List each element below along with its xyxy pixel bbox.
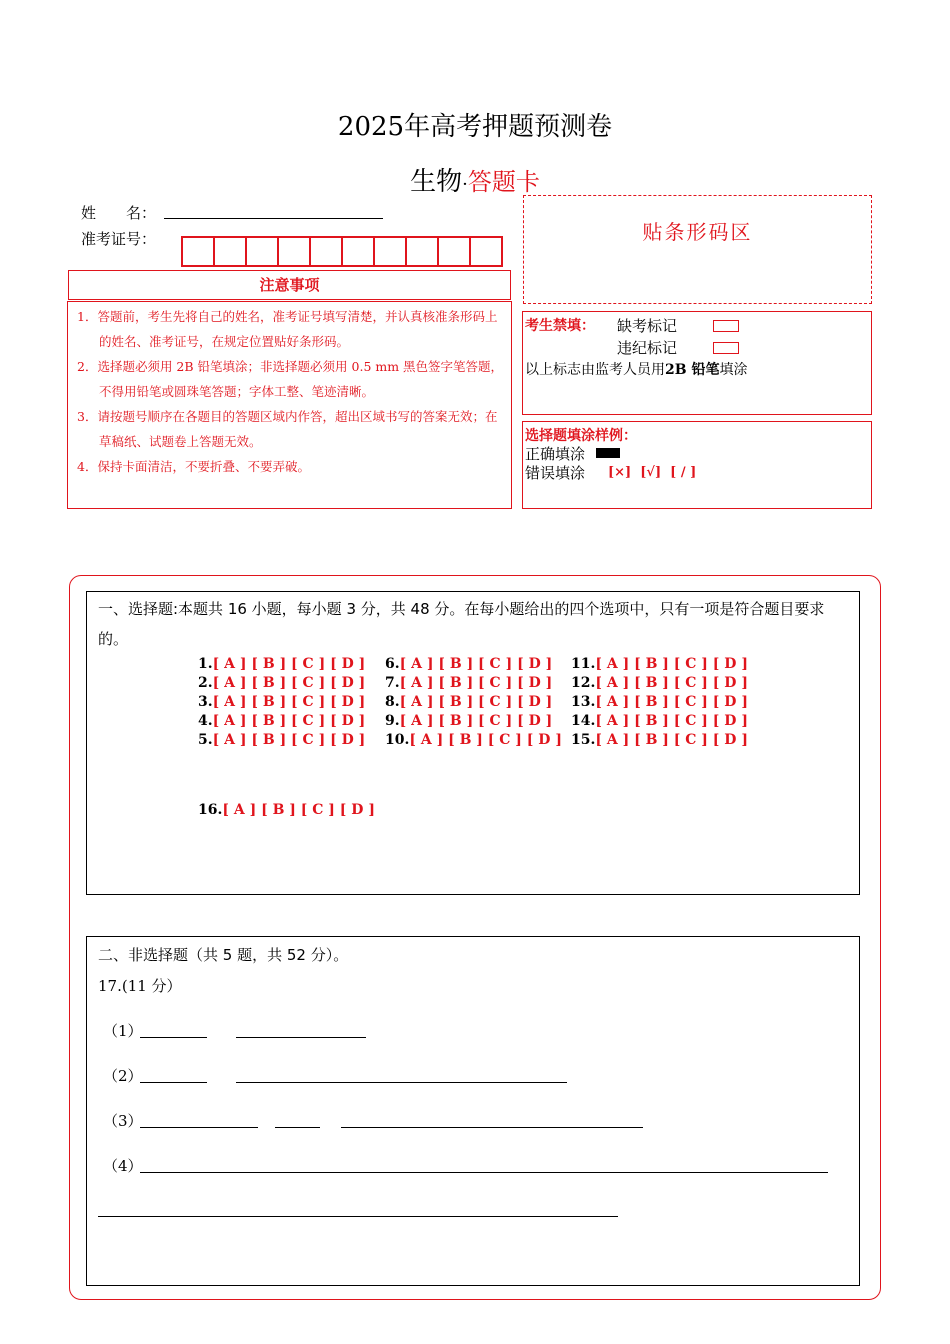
mc-question bbox=[385, 694, 552, 710]
mc-answer-options[interactable]: [ A ] [ B ] [ C ] [ D ] bbox=[399, 694, 553, 710]
correct-fill-sample bbox=[596, 448, 620, 458]
id-digit-box[interactable] bbox=[407, 238, 439, 265]
mc-question-number: 15. bbox=[571, 732, 596, 748]
proctor-mark-box bbox=[522, 311, 872, 415]
q17-part-3-blank-b[interactable] bbox=[275, 1127, 320, 1128]
mc-question bbox=[198, 675, 365, 691]
id-digit-box[interactable] bbox=[215, 238, 247, 265]
id-digit-box[interactable] bbox=[247, 238, 279, 265]
mc-question-number: 8. bbox=[385, 694, 400, 710]
q17-part-2-blank-a[interactable] bbox=[140, 1082, 207, 1083]
absent-mark-box[interactable] bbox=[713, 320, 739, 332]
fill-example-box bbox=[522, 421, 872, 509]
mc-question bbox=[385, 713, 552, 729]
subtitle bbox=[0, 161, 950, 198]
violation-mark-box[interactable] bbox=[713, 342, 739, 354]
mc-question-number: 5. bbox=[198, 732, 213, 748]
mc-question bbox=[385, 656, 552, 672]
mc-answer-options[interactable]: [ A ] [ B ] [ C ] [ D ] bbox=[212, 713, 366, 729]
q17-part-2-blank-b[interactable] bbox=[236, 1082, 567, 1083]
mc-question-number: 2. bbox=[198, 675, 213, 691]
mc-question bbox=[198, 656, 365, 672]
barcode-area bbox=[523, 195, 872, 304]
mc-question bbox=[198, 732, 365, 748]
id-digit-box[interactable] bbox=[311, 238, 343, 265]
q17-part-2-label: （2） bbox=[103, 1067, 143, 1085]
mc-question-number: 16. bbox=[198, 802, 223, 818]
mc-answer-options[interactable]: [ A ] [ B ] [ C ] [ D ] bbox=[595, 675, 748, 691]
mc-question bbox=[571, 656, 748, 672]
mc-question bbox=[385, 675, 552, 691]
q17-part-3-blank-a[interactable] bbox=[140, 1127, 258, 1128]
mc-question-number: 12. bbox=[571, 675, 596, 691]
mc-question-number: 14. bbox=[571, 713, 596, 729]
q17-label: 17.(11 分） bbox=[98, 977, 182, 995]
id-label: 准考证号： bbox=[81, 230, 157, 248]
mc-answer-options[interactable]: [ A ] [ B ] [ C ] [ D ] bbox=[595, 732, 748, 748]
correct-fill-label: 正确填涂 bbox=[525, 445, 586, 463]
mc-question bbox=[198, 694, 365, 710]
notice-item: 1．答题前，考生先将自己的姓名，准考证号填写清楚，并认真核准条形码上的姓名、准考证号，在规定位置贴好条形码。 bbox=[77, 309, 498, 349]
q17-part-3-label: （3） bbox=[103, 1112, 143, 1130]
mc-question-number: 6. bbox=[385, 656, 400, 672]
mc-question-number: 1. bbox=[198, 656, 213, 672]
notice-title: 注意事项 bbox=[259, 276, 320, 294]
mc-answer-options[interactable]: [ A ] [ B ] [ C ] [ D ] bbox=[409, 732, 562, 748]
mc-answer-options[interactable]: [ A ] [ B ] [ C ] [ D ] bbox=[399, 713, 553, 729]
id-digit-box[interactable] bbox=[343, 238, 375, 265]
notice-list bbox=[72, 304, 505, 479]
q17-part-4-blank-a[interactable] bbox=[140, 1172, 828, 1173]
forbidden-label: 考生禁填： bbox=[525, 318, 595, 334]
mc-answer-options[interactable]: [ A ] [ B ] [ C ] [ D ] bbox=[399, 656, 553, 672]
name-label: 姓 名： bbox=[81, 204, 157, 222]
mc-answer-options[interactable]: [ A ] [ B ] [ C ] [ D ] bbox=[222, 802, 375, 818]
subtitle-separator: · bbox=[462, 174, 468, 195]
wrong-fill-label: 错误填涂 bbox=[525, 464, 586, 482]
mc-answer-options[interactable]: [ A ] [ B ] [ C ] [ D ] bbox=[595, 694, 748, 710]
open-section bbox=[86, 936, 860, 1286]
notice-item: 4．保持卡面清洁，不要折叠、不要弄破。 bbox=[77, 459, 310, 474]
mc-question-number: 9. bbox=[385, 713, 400, 729]
name-field[interactable] bbox=[164, 218, 383, 219]
id-digit-box[interactable] bbox=[279, 238, 311, 265]
mc-question-number: 7. bbox=[385, 675, 400, 691]
mc-answer-options[interactable]: [ A ] [ B ] [ C ] [ D ] bbox=[212, 675, 366, 691]
mc-question bbox=[571, 675, 748, 691]
proctor-note-prefix: 以上标志由监考人员用 bbox=[525, 362, 665, 378]
notice-box bbox=[67, 301, 512, 509]
q17-part-1-label: （1） bbox=[103, 1022, 143, 1040]
q17-part-1-blank-b[interactable] bbox=[236, 1037, 366, 1038]
mc-question bbox=[571, 694, 748, 710]
q17-part-4-label: （4） bbox=[103, 1157, 143, 1175]
mc-question-number: 4. bbox=[198, 713, 213, 729]
violation-mark-label: 违纪标记 bbox=[617, 339, 678, 357]
mc-heading: 一、选择题:本题共 16 小题，每小题 3 分，共 48 分。在每小题给出的四个选项中，只有一项是符合题目要求的。 bbox=[98, 600, 825, 648]
subject-label: 生物 bbox=[410, 167, 463, 197]
q17-part-3-blank-c[interactable] bbox=[341, 1127, 643, 1128]
proctor-note-suffix: 填涂 bbox=[719, 362, 748, 378]
fill-example-title: 选择题填涂样例： bbox=[525, 428, 637, 444]
id-digit-box[interactable] bbox=[471, 238, 501, 265]
id-digit-box[interactable] bbox=[183, 238, 215, 265]
q17-part-1-blank-a[interactable] bbox=[140, 1037, 207, 1038]
proctor-note-bold: 2B 铅笔 bbox=[665, 362, 720, 378]
proctor-note bbox=[525, 359, 747, 379]
q17-part-4-blank-b[interactable] bbox=[98, 1216, 618, 1217]
mc-answer-options[interactable]: [ A ] [ B ] [ C ] [ D ] bbox=[212, 732, 366, 748]
barcode-label: 贴条形码区 bbox=[642, 220, 753, 244]
mc-answer-options[interactable]: [ A ] [ B ] [ C ] [ D ] bbox=[595, 656, 748, 672]
mc-answer-options[interactable]: [ A ] [ B ] [ C ] [ D ] bbox=[399, 675, 553, 691]
mc-answer-options[interactable]: [ A ] [ B ] [ C ] [ D ] bbox=[595, 713, 748, 729]
id-digit-box[interactable] bbox=[439, 238, 471, 265]
wrong-fill-samples: [×] [√] [ / ] bbox=[608, 465, 697, 480]
id-digit-box[interactable] bbox=[375, 238, 407, 265]
mc-question bbox=[198, 802, 375, 818]
mc-question-number: 13. bbox=[571, 694, 596, 710]
mc-question bbox=[571, 713, 748, 729]
id-number-boxes[interactable] bbox=[181, 236, 503, 267]
notice-title-box bbox=[68, 270, 511, 300]
answer-card-label: 答题卡 bbox=[467, 168, 540, 196]
exam-title: 2025年高考押题预测卷 bbox=[337, 112, 613, 142]
mc-question bbox=[198, 713, 365, 729]
mc-answer-options[interactable]: [ A ] [ B ] [ C ] [ D ] bbox=[212, 694, 366, 710]
absent-mark-label: 缺考标记 bbox=[617, 317, 678, 335]
mc-question-number: 3. bbox=[198, 694, 213, 710]
mc-question bbox=[571, 732, 748, 748]
mc-answer-options[interactable]: [ A ] [ B ] [ C ] [ D ] bbox=[212, 656, 366, 672]
mc-question-number: 11. bbox=[571, 656, 596, 672]
mc-question-number: 10. bbox=[385, 732, 410, 748]
open-heading: 二、非选择题（共 5 题，共 52 分）。 bbox=[98, 946, 349, 964]
mc-question bbox=[385, 732, 562, 748]
notice-item: 3．请按题号顺序在各题目的答题区域内作答，超出区域书写的答案无效；在草稿纸、试题卷上答题无效。 bbox=[77, 409, 498, 449]
notice-item: 2．选择题必须用 2B 铅笔填涂；非选择题必须用 0.5 mm 黑色签字笔答题，不得用铅笔或圆珠笔答题；字体工整、笔迹清晰。 bbox=[77, 359, 504, 399]
